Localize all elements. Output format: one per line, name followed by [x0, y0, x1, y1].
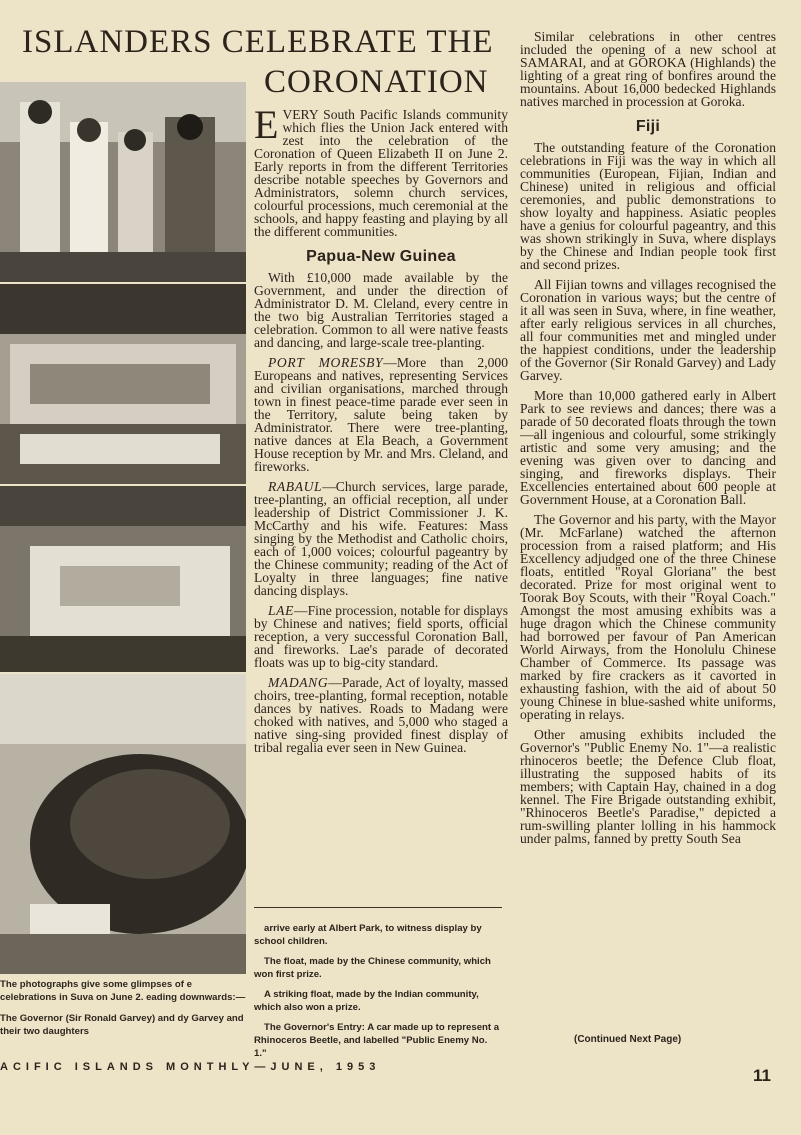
photo-indian-float	[0, 486, 246, 674]
fiji-paragraph-3: More than 10,000 gathered early in Albert Park to see reviews and dances; there was a parade of 50 decorated floats through the town—all ingenious and colourful, some strikingly artistic and some very amusing; and the evening was given over to dancing and singing, and fireworks displays. Their Excellencies entertained about 600 people at Government House, at a Coronation Ball.	[520, 388, 776, 507]
right-column	[520, 30, 776, 852]
heading-fiji: Fiji	[635, 118, 661, 135]
papua-paragraph-1: With £10,000 made available by the Government, and under the direction of Administrator D. M. Cleland, every centre in the two big Australian Territories staged a celebration. Common to all were native feasts and dancing, and large-scale tree-planting.	[254, 270, 508, 350]
fiji-paragraph-4: The Governor and his party, with the Mayor (Mr. McFarlane) watched the afternon procession from a raised platform; and His Excellency adjudged one of the three Chinese floats, entitled "Royal Gloriana" the best decorated. Prize for most original went to Toorak Boy Scouts, with their "Royal Coach." Amongst the most amusing exhibits was a huge dragon which the Chinese community had borrowed per favour of Pan American World Airways, from the Honolulu Chinese Chamber of Commerce. Its passage was marked by fire crackers as it cavorted in exhausting fashion, with the aid of about 50 young Chinese in blue-sashed white uniforms, operating in relays.	[520, 512, 776, 722]
mid-caption-1: arrive early at Albert Park, to witness display by school children.	[254, 923, 482, 947]
caption-divider	[254, 907, 502, 908]
left-caption	[0, 978, 246, 1046]
photo-governor-family	[0, 82, 246, 284]
fiji-paragraph-1: The outstanding feature of the Coronation celebrations in Fiji was the way in which all communities (European, Fijian, Indian and Chinese) united in religious and official ceremonies, and public demonstrations to show loyalty and happiness. Asiatic peoples have a genius for colourful pageantry, and this was shown strikingly in Suva, where displays by the Chinese and Indian people took first and second prizes.	[520, 140, 776, 272]
rabaul-paragraph: RABAUL—Church services, large parade, tree-planting, an official reception, all under leadership of District Commissioner J. K. McCarthy and his wife. Features: Mass singing by the Methodist and Catholic choirs, each of 1,000 voices; colourful pageantry by the Chinese community; reading of the Act of Loyalty in three languages; fine native dancing displays.	[254, 479, 508, 598]
footer-masthead: ACIFIC ISLANDS MONTHLY—JUNE, 1953	[0, 1061, 381, 1073]
heading-papua-new-guinea: Papua-New Guinea	[306, 248, 456, 265]
other-centres-paragraph: Similar celebrations in other centres included the opening of a new school at SAMARAI, and at GOROKA (Highlands) the lighting of a great ring of bonfires around the mountains. About 16,000 bedecked Highlands natives marched in procession at Goroka.	[520, 29, 776, 109]
middle-column	[254, 102, 509, 761]
headline-line-2: CORONATION	[264, 64, 489, 100]
photo-chinese-float	[0, 284, 246, 486]
left-caption-1: The photographs give some glimpses of e celebrations in Suva on June 2. eading downwards:—	[0, 979, 246, 1003]
drop-cap: E	[254, 102, 279, 147]
fiji-paragraph-2: All Fijian towns and villages recognised the Coronation in various ways; but the centre of it all was seen in Suva, where, in fine weather, after early religious services in all churches, all four communities met and mingled under the happiest conditions, under the leadership of the Governor (Sir Ronald Garvey) and Lady Garvey.	[520, 277, 776, 383]
mid-caption-4: The Governor's Entry: A car made up to represent a Rhinoceros Beetle, and labelled "Public Enemy No. 1."	[254, 1022, 500, 1059]
photo-rhinoceros-beetle-car	[0, 674, 246, 976]
mid-caption-3: A striking float, made by the Indian community, which also won a prize.	[254, 989, 479, 1013]
mid-caption-2: The float, made by the Chinese community, which won first prize.	[254, 956, 491, 980]
port-moresby-paragraph: PORT MORESBY—More than 2,000 Europeans and natives, representing Services and civilian organisations, marched through town in finest peace-time parade ever seen in the Territory, salute being taken by Administrator. There were tree-planting, native dances at Ela Beach, a Government House reception by Mr. and Mrs. Cleland, and fireworks.	[254, 355, 509, 474]
intro-paragraph: EVERY South Pacific Islands community which flies the Union Jack entered with zest into the celebration of the Coronation of Queen Elizabeth II on June 2. Early reports in from the different Territories describe notable speeches by Governors and Administrators, solemn church services, colourful processions, much ceremonial at the schools, and happy feasting and playing by all the different communities.	[254, 102, 508, 239]
headline-line-1: ISLANDERS CELEBRATE THE	[22, 24, 494, 60]
madang-paragraph: MADANG—Parade, Act of loyalty, massed choirs, tree-planting, formal reception, notable dances by natives. Roads to Madang were choked with natives, and 5,000 who staged a native sing-sing provided finest display of tribal regalia ever seen in New Guinea.	[254, 675, 508, 755]
fiji-paragraph-5: Other amusing exhibits included the Governor's "Public Enemy No. 1"—a realistic rhinoceros beetle; the Defence Club float, illustrating the supposed habits of its members; with Captain Hay, chained in a dog kennel. The Fire Brigade outstanding exhibit, "Rhinoceros Beetle's Paradise," depicted a rum-swilling planter lolling in his hammock under palms, fanned by pretty South Sea	[520, 727, 776, 846]
page-number: 11	[753, 1066, 771, 1085]
continued-note: (Continued Next Page)	[574, 1034, 682, 1045]
middle-captions	[254, 922, 502, 1067]
lae-paragraph: LAE—Fine procession, notable for displays by Chinese and natives; field sports, official reception, a very successful Coronation Ball, and fireworks. Lae's parade of decorated floats was up to big-city standard.	[254, 603, 508, 670]
left-caption-2: The Governor (Sir Ronald Garvey) and dy Garvey and their two daughters	[0, 1013, 244, 1037]
